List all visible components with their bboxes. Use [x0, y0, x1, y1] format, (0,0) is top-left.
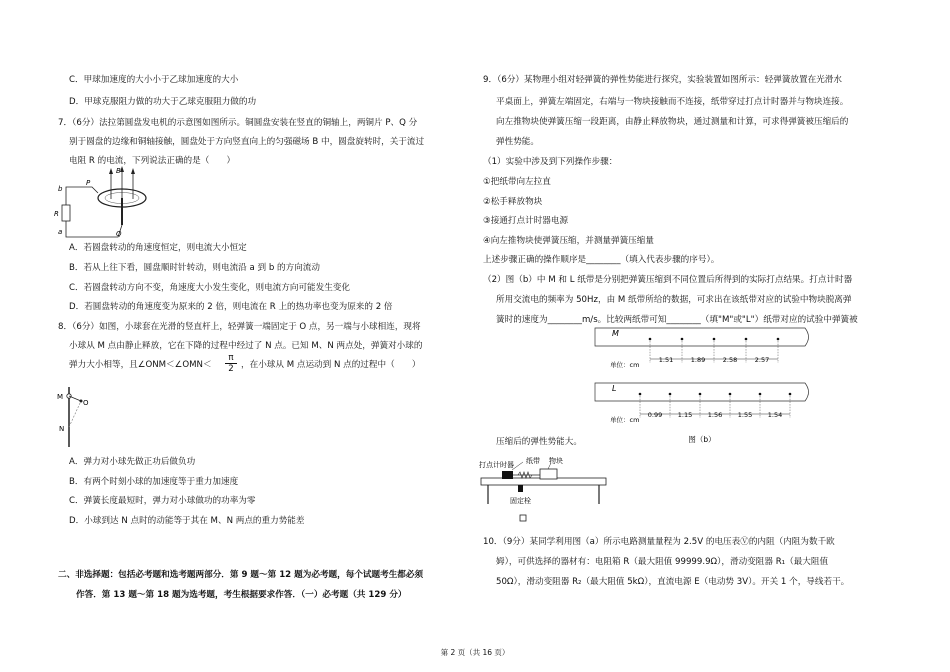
q9-step-3: ③接通打点计时器电源: [483, 216, 569, 226]
tape-M-unit: 单位：cm: [610, 361, 640, 369]
q6-option-d: D．甲球克服阻力做的功大于乙球克服阻力做的功: [69, 97, 257, 107]
q6-option-c: C．甲球加速度的大小小于乙球加速度的大小: [69, 75, 239, 85]
q8-stem-4: ，在小球从 M 点运动到 N 点的过程中（ ）: [241, 360, 421, 370]
paper-tape-figure: [590, 325, 815, 447]
label-b: b: [58, 185, 63, 193]
q9-sub1: （1）实验中涉及到下列操作步骤：: [483, 157, 618, 167]
label-R: R: [54, 210, 59, 218]
pi-over-2-fraction: [225, 353, 237, 374]
q10-line-3: 50Ω），滑动变阻器 R₂（最大阻值 5kΩ），直流电源 E（电动势 3V）。开关 1 个，导线若干。: [496, 577, 850, 587]
tape-segment-label: 0.99: [647, 411, 663, 419]
tape-dot: [729, 393, 732, 396]
tape-label-L: L: [612, 384, 617, 393]
tape-L-unit: 单位：cm: [610, 416, 640, 424]
page-footer: 第 2 页（共 16 页）: [440, 648, 510, 657]
q8-option-b: B．有两个时刻小球的加速度等于重力加速度: [69, 477, 239, 487]
tape-segment-label: 2.58: [722, 356, 738, 364]
q10-line-1: 10．（9分）某同学利用图（a）所示电路测量量程为 2.5V 的电压表Ⓥ的内阻（内阻为数千欧: [483, 537, 835, 547]
q7-option-c: C．若圆盘转动方向不变，角速度大小发生变化，则电流方向可能发生变化: [69, 283, 351, 293]
q9-sub2-2: 所用交流电的频率为 50Hz，由 M 纸带所给的数据，可求出在该纸带对应的试验中物块脱离弹: [496, 295, 852, 305]
tape-segment-label: 1.15: [677, 411, 693, 419]
fraction-numerator: π: [225, 353, 237, 364]
spring-rod-figure: [54, 385, 99, 450]
q8-option-a: A．弹力对小球先做正功后做负功: [69, 457, 196, 467]
q9-order-line: 上述步骤正确的操作顺序是________（填入代表步骤的序号）。: [483, 255, 720, 265]
q7-stem-1: 7．（6分）法拉第圆盘发电机的示意图如图所示。铜圆盘安装在竖直的铜轴上，两铜片 P、Q 分: [58, 118, 418, 128]
q9-after-tape: 压缩后的弹性势能大。: [496, 437, 582, 447]
tape-dot: [759, 393, 762, 396]
tape-segment-label: 1.54: [767, 411, 783, 419]
label-tape: 纸带: [526, 457, 540, 465]
q9-step-1: ①把纸带向左拉直: [483, 177, 551, 187]
tape-dot: [789, 393, 792, 396]
label-timer: 打点计时器: [479, 461, 514, 469]
tape-dot: [639, 393, 642, 396]
tape-segment-label: 1.56: [707, 411, 723, 419]
label-a: a: [58, 228, 63, 236]
spring-apparatus-figure: [478, 456, 613, 528]
q7-option-b: B．若从上往下看，圆盘顺时针转动，则电流沿 a 到 b 的方向流动: [69, 263, 320, 273]
tape-label-M: M: [612, 329, 619, 338]
q9-stem-4: 弹性势能。: [496, 137, 539, 147]
q9-stem-3: 向左推物块使弹簧压缩一段距离，由静止释放物块，通过测量和计算，可求得弹簧被压缩后的: [496, 117, 849, 127]
section2-heading-2: 作答．第 13 题～第 18 题为选考题，考生根据要求作答．（一）必考题（共 129 分）: [76, 590, 407, 600]
label-O: O: [83, 399, 89, 407]
q9-sub2-1: （2）图（b）中 M 和 L 纸带是分别把弹簧压缩到不同位置后所得到的实际打点结果。打点计时器: [483, 275, 853, 285]
q9-stem-2: 平桌面上，弹簧左端固定，右端与一物块接触而不连接，纸带穿过打点计时器并与物块连接。: [496, 97, 849, 107]
tape-dot: [681, 338, 684, 341]
q8-stem-2: 小球从 M 点由静止释放，它在下降的过程中经过了 N 点。已知 M、N 两点处，弹簧对小球的: [69, 341, 423, 351]
tape-dot: [669, 393, 672, 396]
tape-dot: [713, 338, 716, 341]
tape-segment-label: 2.57: [754, 356, 770, 364]
q7-option-a: A．若圆盘转动的角速度恒定，则电流大小恒定: [69, 243, 247, 253]
q9-step-4: ④向左推物块使弹簧压缩，并测量弹簧压缩量: [483, 236, 654, 246]
faraday-disc-figure: [56, 165, 166, 240]
tape-dot: [777, 338, 780, 341]
q9-sub2-3: 簧时的速度为________m/s。比较两纸带可知________（填"M"或"L"）纸带对应的试验中弹簧被: [496, 315, 858, 325]
label-peg: 固定栓: [510, 497, 531, 505]
q9-stem-1: 9．（6分）某物理小组对轻弹簧的弹性势能进行探究，实验装置如图所示：轻弹簧放置在光滑水: [483, 75, 842, 85]
q8-option-d: D．小球到达 N 点时的动能等于其在 M、N 两点的重力势能差: [69, 516, 305, 526]
fraction-denominator: 2: [228, 364, 234, 374]
q8-stem-3: 弹力大小相等，且∠ONM＜∠OMN＜: [69, 360, 212, 370]
label-block: 物块: [549, 457, 563, 465]
tape-dot: [699, 393, 702, 396]
section2-heading-1: 二、非选择题：包括必考题和选考题两部分．第 9 题～第 12 题为必考题，每个试题考生都必须: [58, 570, 424, 580]
q7-option-d: D．若圆盘转动的角速度变为原来的 2 倍，则电流在 R 上的热功率也变为原来的 2 倍: [69, 302, 393, 312]
label-M: M: [57, 393, 64, 401]
label-N: N: [59, 425, 65, 433]
q10-line-2: 姆），可供选择的器材有：电阻箱 R（最大阻值 99999.9Ω），滑动变阻器 R₁（最大阻值: [496, 557, 829, 567]
q9-step-2: ②松手释放物块: [483, 197, 543, 207]
label-Q: Q: [116, 230, 122, 238]
q8-option-c: C．弹簧长度最短时，弹力对小球做功的功率为零: [69, 496, 256, 506]
tape-segment-label: 1.89: [690, 356, 706, 364]
q8-stem-1: 8．（6分）如图，小球套在光滑的竖直杆上，轻弹簧一端固定于 O 点，另一端与小球相连，现将: [58, 322, 421, 332]
figure-b-caption: 图（b）: [688, 435, 716, 444]
q7-stem-2: 别于圆盘的边缘和铜轴接触，圆盘处于方向竖直向上的匀强磁场 B 中，圆盘旋转时，关于流过: [69, 137, 425, 147]
q7-stem-3: 电阻 R 的电流，下列说法正确的是（ ）: [69, 156, 236, 166]
tape-dot: [745, 338, 748, 341]
tape-segment-label: 1.55: [737, 411, 753, 419]
tape-segment-label: 1.51: [658, 356, 674, 364]
label-P: P: [86, 179, 91, 187]
tape-dot: [649, 338, 652, 341]
label-B: B: [116, 167, 121, 175]
